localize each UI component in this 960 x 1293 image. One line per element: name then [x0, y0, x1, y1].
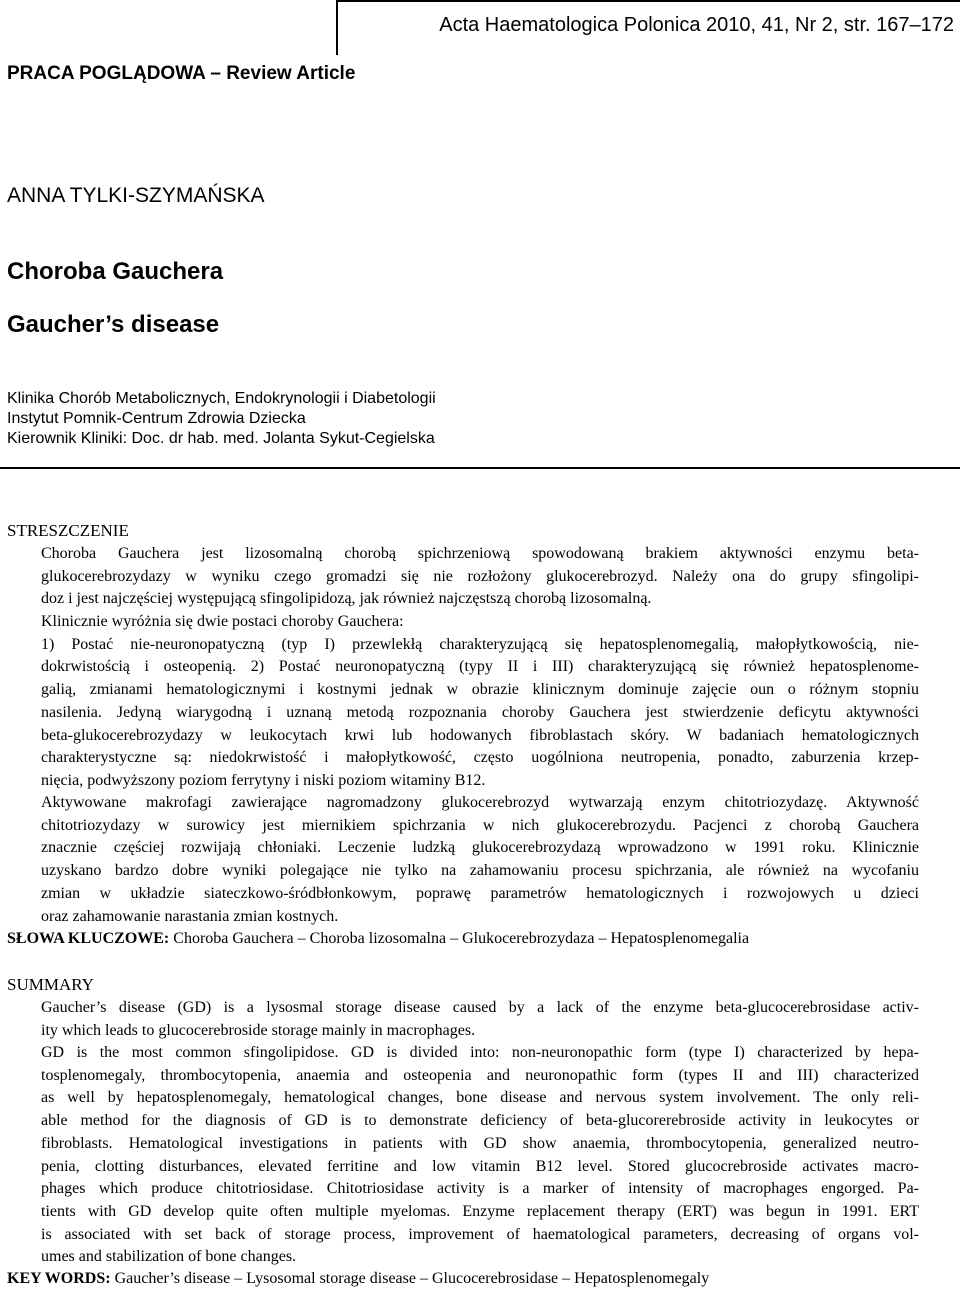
text-line: fibroblasts. Hematological investigations in patients with GD show anaemia, thrombocytopenia, generalized neutro- [41, 1134, 919, 1152]
affiliation-line: Kierownik Kliniki: Doc. dr hab. med. Jolanta Sykut-Cegielska [7, 430, 435, 447]
keywords-list: Gaucher’s disease – Lysosomal storage disease – Glucocerebrosidase – Hepatosplenomegaly [114, 1270, 710, 1287]
text-line: chitotriozydazy w surowicy jest miernikiem spichrzania w nich glukocerebrozydu. Pacjenci z chorobą Gauchera [41, 816, 919, 834]
text-line: galią, zmianami hematologicznymi i kostnymi jednak w obrazie klinicznym dominuje zajęcie oun o różnym stopniu [41, 681, 919, 699]
keywords-label: SŁOWA KLUCZOWE: [7, 930, 170, 947]
text-line: GD is the most common sfingolipidose. GD is divided into: non-neuronopathic form (type I) characterized by hepa- [41, 1044, 919, 1061]
affiliation-line: Instytut Pomnik-Centrum Zdrowia Dziecka [7, 410, 306, 427]
text-line: uzyskano bardzo dobre wyniki polegające nie tylko na zahamowaniu procesu spichrzania, ale również na wycofaniu [41, 862, 919, 880]
summary-paragraph [41, 997, 919, 1042]
text-line: as well by hepatosplenomegaly, hematological changes, bone disease and nervous system involvement. The only reli- [41, 1089, 919, 1107]
text-line: Klinicznie wyróżnia się dwie postaci choroby Gauchera: [41, 613, 404, 630]
text-line: beta-glukocerebrozydazy w leukocytach krwi lub hodowanych fibroblastach skóry. W badaniach hematologicznych [41, 726, 919, 744]
journal-citation: Acta Haematologica Polonica 2010, 41, Nr 2, str. 167–172 [439, 14, 954, 36]
title-english: Gaucher’s disease [7, 311, 220, 338]
article-type: PRACA POGLĄDOWA – Review Article [7, 63, 356, 84]
text-line: nięcia, podwyższony poziom ferrytyny i niski poziom witaminy B12. [41, 771, 486, 789]
text-line: charakterystyczne są: niedokrwistość i małopłytkowość, często uogólniona neutropenia, ponadto, zaburzenia krzep- [41, 749, 919, 767]
abstract-paragraph [41, 792, 919, 928]
text-line: is associated with set back of storage process, improvement of haematological parameters, decreasing of organs vol- [41, 1225, 919, 1243]
keywords-english [7, 1270, 709, 1288]
summary-paragraph [41, 1042, 919, 1269]
text-line: Aktywowane makrofagi zawierające nagromadzony glukocerebrozyd wytwarzają enzym chitotriozydazę. Aktywność [41, 794, 919, 811]
text-line: zmian w układzie siateczkowo-śródbłonkowym, poprawę parametrów hematologicznych i rozwojowych u dzieci [41, 884, 919, 902]
text-line: phages which produce chitotriosidase. Chitotriosidase activity is a marker of intensity of macrophages engorged. Pa- [41, 1180, 919, 1198]
abstract-paragraph [41, 543, 919, 611]
keywords-label: KEY WORDS: [7, 1270, 111, 1287]
text-line: doz i jest najczęściej występującą sfingolipidozą, jak również najczęstszą chorobą lizosomalną. [41, 590, 652, 608]
text-line: Gaucher’s disease (GD) is a lysosmal storage disease caused by a lack of the enzyme beta-glucocerebrosidase activ- [41, 999, 919, 1016]
author-name: ANNA TYLKI-SZYMAŃSKA [7, 184, 265, 207]
divider [0, 467, 960, 469]
abstract-heading-polish: STRESZCZENIE [7, 521, 129, 540]
abstract-paragraph [41, 611, 919, 793]
text-line: able method for the diagnosis of GD is to demonstrate deficiency of beta-glucorerebroside activity in leukocytes or [41, 1112, 919, 1130]
keywords-polish [7, 930, 749, 948]
text-line: glukocerebrozydazy w wyniku czego gromadzi się nie rozłożony glukocerebrozyd. Należy ona do grupy sfingolipi- [41, 567, 919, 585]
affiliation-line: Klinika Chorób Metabolicznych, Endokrynologii i Diabetologii [7, 390, 436, 407]
text-line: 1) Postać nie-neuronopatyczną (typ I) przewlekłą charakteryzującą się hepatosplenomegalią, małopłytkowością, nie- [41, 635, 919, 653]
text-line: dokrwistością i osteopenią. 2) Postać neuronopatyczną (typy II i III) charakteryzującą się również hepatosplenome- [41, 658, 919, 676]
affiliation [7, 389, 436, 449]
text-line: znacznie częściej rozwijają chłoniaki. Leczenie ludzką glukocerebrozydazą wprowadzono w 1991 roku. Klinicznie [41, 839, 919, 857]
title-polish: Choroba Gauchera [7, 258, 224, 285]
text-line: ity which leads to glucocerebroside storage mainly in macrophages. [41, 1021, 476, 1039]
text-line: penia, clotting disturbances, elevated ferritine and low vitamin B12 level. Stored glucocrebroside activates macro- [41, 1157, 919, 1175]
text-line: umes and stabilization of bone changes. [41, 1248, 297, 1266]
text-line: tients with GD develop quite often multiple myelomas. Enzyme replacement therapy (ERT) was begun in 1991. ERT [41, 1202, 919, 1220]
abstract-heading-english: SUMMARY [7, 975, 94, 994]
keywords-list: Choroba Gauchera – Choroba lizosomalna – Glukocerebrozydaza – Hepatosplenomegalia [173, 930, 750, 947]
text-line: Choroba Gauchera jest lizosomalną chorobą spichrzeniową spowodowaną brakiem aktywności enzymu beta- [41, 545, 919, 562]
text-line: nasilenia. Jedyną wiarygodną i uznaną metodą rozpoznania choroby Gauchera jest stwierdzenie deficytu aktywności [41, 703, 919, 721]
text-line: oraz zahamowanie narastania zmian kostnych. [41, 907, 339, 925]
text-line: tosplenomegaly, thrombocytopenia, anaemia and osteopenia and neuronopathic form (types II and III) characterized [41, 1066, 919, 1084]
